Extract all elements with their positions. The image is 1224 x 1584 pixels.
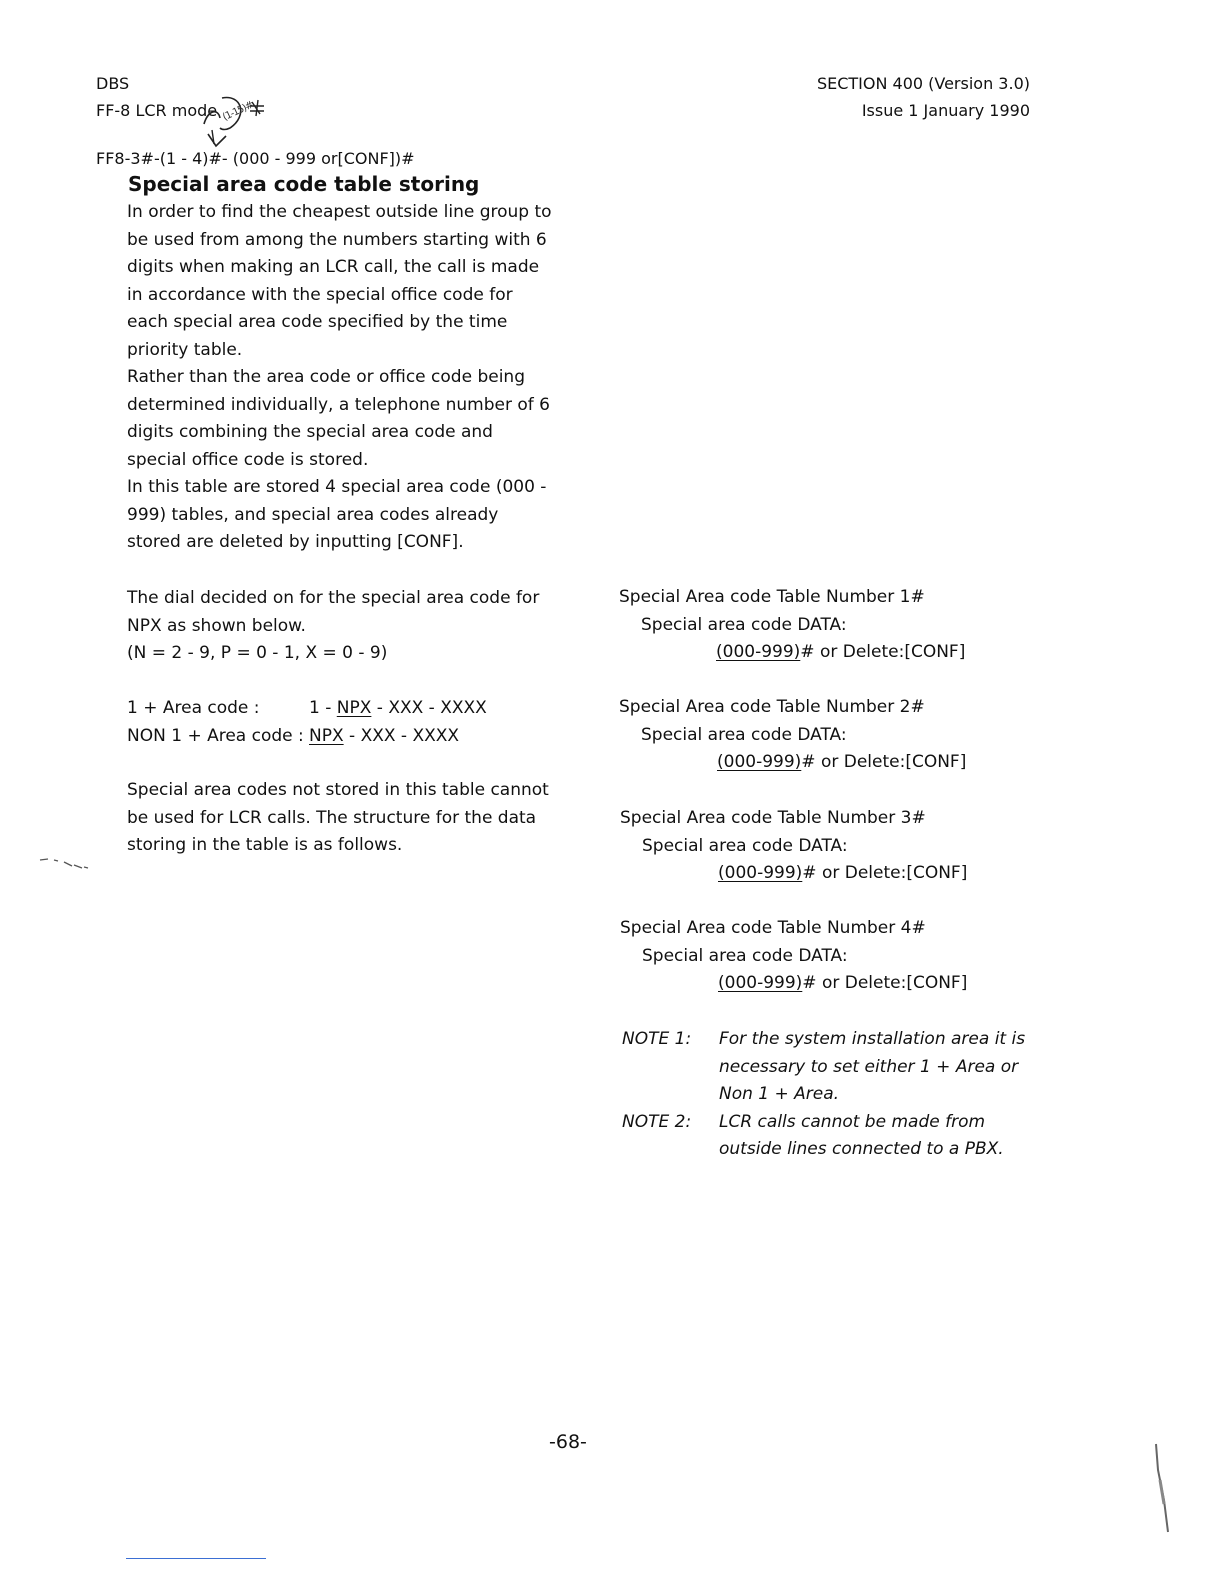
- command-sequence: FF8-3#-(1 - 4)#- (000 - 999 or[CONF])#: [96, 149, 415, 168]
- table-data-entry: [619, 639, 965, 667]
- number-formats: [127, 695, 487, 750]
- page-number: -68-: [549, 1431, 587, 1453]
- issue-date: Issue 1 January 1990: [861, 101, 1030, 120]
- format-npx: NPX: [309, 725, 344, 746]
- note-2: [622, 1109, 1047, 1164]
- dial-explanation: [127, 585, 539, 668]
- dial-intro-2: NPX as shown below.: [127, 615, 306, 636]
- range-suffix: # or Delete:[CONF]: [800, 642, 966, 662]
- closing-text: [127, 777, 549, 860]
- product-name: DBS: [96, 74, 130, 93]
- format-npx: NPX: [336, 698, 372, 718]
- range-suffix: # or Delete:[CONF]: [802, 973, 968, 993]
- scan-mark-shape: [38, 852, 94, 872]
- closing-line: Special area codes not stored in this table cannot: [127, 780, 549, 800]
- description: [127, 199, 552, 557]
- table-title: Special Area code Table Number 3#: [620, 808, 926, 828]
- table-2-block: [619, 694, 966, 777]
- dial-range: (N = 2 - 9, P = 0 - 1, X = 0 - 9): [127, 643, 388, 663]
- format-label: 1 + Area code :: [127, 698, 260, 718]
- paragraph: Rather than the area code or office code being determined individually, a telephone number of 6 digits combining the special area code and special office code is stored.: [127, 367, 550, 470]
- table-data-entry: [620, 970, 967, 998]
- closing-line: storing in the table is as follows.: [127, 835, 403, 855]
- note-text: LCR calls cannot be made from outside lines connected to a PBX.: [719, 1111, 1004, 1159]
- table-data-label: Special area code DATA:: [641, 614, 847, 635]
- format-row: [127, 695, 487, 723]
- table-title: Special Area code Table Number 4#: [620, 918, 926, 938]
- range-suffix: # or Delete:[CONF]: [801, 752, 967, 772]
- paragraph: In this table are stored 4 special area code (000 - 999) tables, and special area codes already stored are deleted by inputting [CONF].: [127, 477, 547, 552]
- scan-edge-mark: [1150, 1440, 1180, 1544]
- range: (000-999): [716, 642, 801, 662]
- range: (000-999): [717, 752, 802, 772]
- table-data-label: Special area code DATA:: [642, 835, 848, 856]
- table-data-label: Special area code DATA:: [641, 724, 847, 745]
- format-rest: - XXX - XXXX: [343, 725, 460, 746]
- section-label: SECTION 400 (Version 3.0): [816, 74, 1030, 93]
- note-label: NOTE 1:: [622, 1029, 692, 1049]
- scan-edge-shape: [1150, 1440, 1180, 1540]
- format-rest: - XXX - XXXX: [371, 698, 487, 718]
- notes: [622, 1026, 1047, 1164]
- footer-rule: [126, 1558, 266, 1559]
- note-text: For the system installation area it is necessary to set either 1 + Area or Non 1 + Area.: [719, 1029, 1026, 1104]
- table-title: Special Area code Table Number 1#: [619, 587, 925, 607]
- format-prefix: 1 -: [309, 698, 337, 718]
- section-title: Special area code table storing: [128, 172, 480, 196]
- range: (000-999): [718, 973, 803, 993]
- header-right: [720, 70, 1030, 124]
- table-1-block: [619, 584, 965, 667]
- table-data-entry: [619, 749, 966, 777]
- handwritten-annotation-text: (1-15)#: [221, 99, 255, 124]
- range-suffix: # or Delete:[CONF]: [802, 863, 968, 883]
- table-3-block: [620, 805, 967, 888]
- table-title: Special Area code Table Number 2#: [619, 697, 925, 717]
- paragraph: In order to find the cheapest outside line group to be used from among the numbers starting with 6 digits when making an LCR call, the call is made in accordance with the special office code for each special area code specified by the time priority table.: [127, 202, 552, 360]
- closing-line: be used for LCR calls. The structure for the data: [127, 807, 537, 828]
- table-data-label: Special area code DATA:: [642, 945, 848, 966]
- header-left: [96, 70, 217, 124]
- note-1: [622, 1026, 1047, 1109]
- table-data-entry: [620, 860, 967, 888]
- range: (000-999): [718, 863, 803, 883]
- table-4-block: [620, 915, 967, 998]
- mode-label: FF-8 LCR mode: [96, 101, 218, 120]
- format-label: NON 1 + Area code :: [127, 725, 304, 746]
- note-label: NOTE 2:: [622, 1111, 692, 1132]
- scan-mark: [38, 852, 94, 876]
- dial-intro: The dial decided on for the special area code for: [127, 588, 540, 608]
- format-row: [127, 723, 487, 751]
